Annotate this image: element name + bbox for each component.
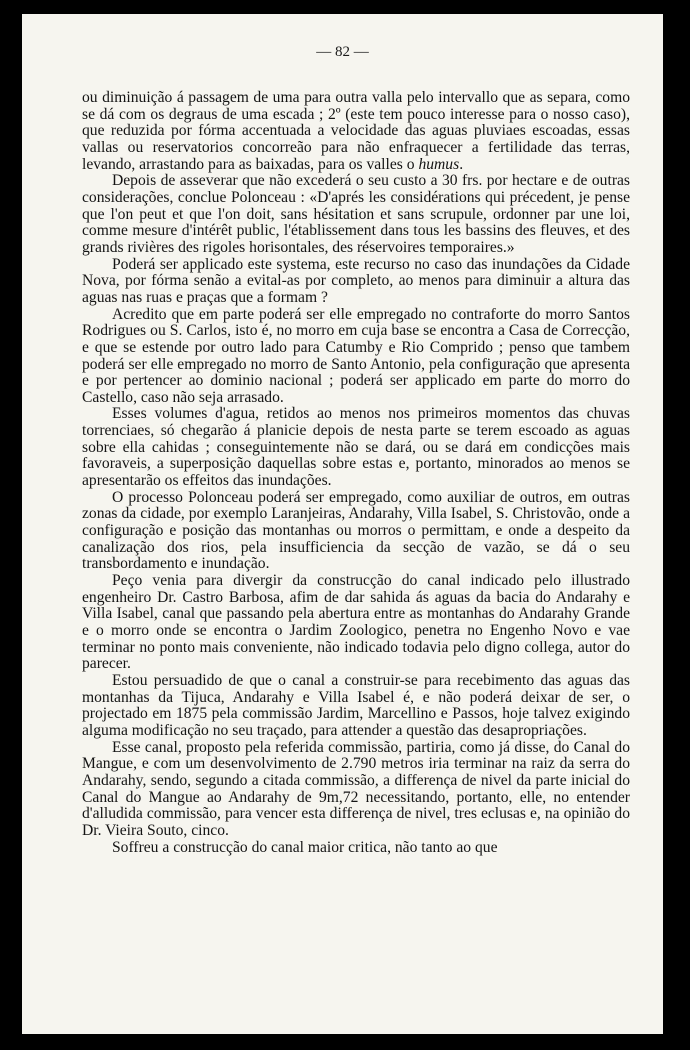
paragraph-9: Esse canal, proposto pela referida commissão, partiria, como já disse, do Canal do Mangue, e com um desenvolvimento de 2.790 metros iria terminar na raiz da serra do Andarahy, sendo, segundo a citada commissão, a differença de nivel da parte inicial do Canal do Mangue ao Andarahy de 9m,72 necessitando, portanto, elle, no entender d'alludida commissão, para vencer esta differença de nivel, tres eclusas e, na opinião do Dr. Vieira Souto, cinco. [82,738,630,839]
humus-suffix: . [459,155,464,173]
paragraph-1-text: ou diminuição á passagem de uma para outra valla pelo intervallo que as separa, como se dá com os degraus de uma escada ; 2º (este tem pouco interesse para o nosso caso), que reduzida por fórma accentuada a velocidade das aguas pluviaes escoadas, essas vallas ou reservatorios concorreão para não enfraquecer a fertilidade das terras, levando, arrastando para as baixadas, para os valles o [82,89,630,173]
page-number: — 82 — [316,44,369,60]
paragraph-6: O processo Polonceau poderá ser empregado, como auxiliar de outros, em outras zonas da cidade, por exemplo Laranjeiras, Andarahy, Villa Isabel, S. Christovão, onde a configuração e posição das montanhas ou morros o permittam, e onde a despeito da canalização dos rios, pela insufficiencia da secção de vazão, se dá o seu transbordamento e inundação. [82,488,630,573]
paragraph-5: Esses volumes d'agua, retidos ao menos nos primeiros momentos das chuvas torrenciaes, só chegarão á planicie depois de nesta parte se terem escoado as aguas sobre ella cahidas ; conseguintemente não se dará, ou se dará em condicções mais favoraveis, a superposição daquellas sobre estas e, portanto, minorados ao menos se apresentarão os effeitos das inundações. [82,405,630,490]
paragraph-4: Acredito que em parte poderá ser elle empregado no contraforte do morro Santos Rodrigues ou S. Carlos, isto é, no morro em cuja base se encontra a Casa de Correcção, e que se estende por outro lado para Catumby e Rio Comprido ; penso que tambem poderá ser elle empregado no morro de Santo Antonio, pela configuração que apresenta e por pertencer ao dominio nacional ; poderá ser applicado em parte do morro do Castello, caso não seja arrasado. [82,305,630,406]
paragraph-8: Estou persuadido de que o canal a construir-se para recebimento das aguas das montanhas da Tijuca, Andarahy e Villa Isabel é, e não poderá deixar de ser, o projectado em 1875 pela commissão Jardim, Marcellino e Passos, hoje talvez exigindo alguma modificação no seu traçado, para attender a questão das desapropriações. [82,671,630,739]
humus-word: humus [418,155,460,173]
paragraph-7: Peço venia para divergir da construcção do canal indicado pelo illustrado engenheiro Dr. Castro Barbosa, afim de dar sahida ás aguas da bacia do Andarahy e Villa Isabel, canal que passando pela abertura entre as montanhas do Andarahy Grande e o morro onde se encontra o Jardim Zoologico, penetra no Engenho Novo e vae terminar no ponto mais conveniente, não indicado todavia pelo digno collega, autor do parecer. [82,572,630,673]
paragraph-1 [82,90,630,173]
paragraph-2: Depois de asseverar que não excederá o seu custo a 30 frs. por hectare e de outras considerações, conclue Polonceau : «D'aprés les considérations qui précedent, je pense que l'on peut et que l'on doit, sans hésitation et sans scrupule, ordonner par une loi, comme mesure d'intérêt public, l'établissement dans tous les bassins des fleuves, et des grands rivières des rigoles horisontales, des réservoires temporaires.» [82,172,630,256]
body-text [82,90,630,856]
paragraph-3: Poderá ser applicado este systema, este recurso no caso das inundações da Cidade Nova, por fórma senão a evital-as por completo, ao menos para diminuir a altura das aguas nas ruas e praças que a formam ? [82,255,630,306]
document-page [22,14,663,1034]
paragraph-10: Soffreu a construcção do canal maior critica, não tanto ao que [112,838,498,856]
